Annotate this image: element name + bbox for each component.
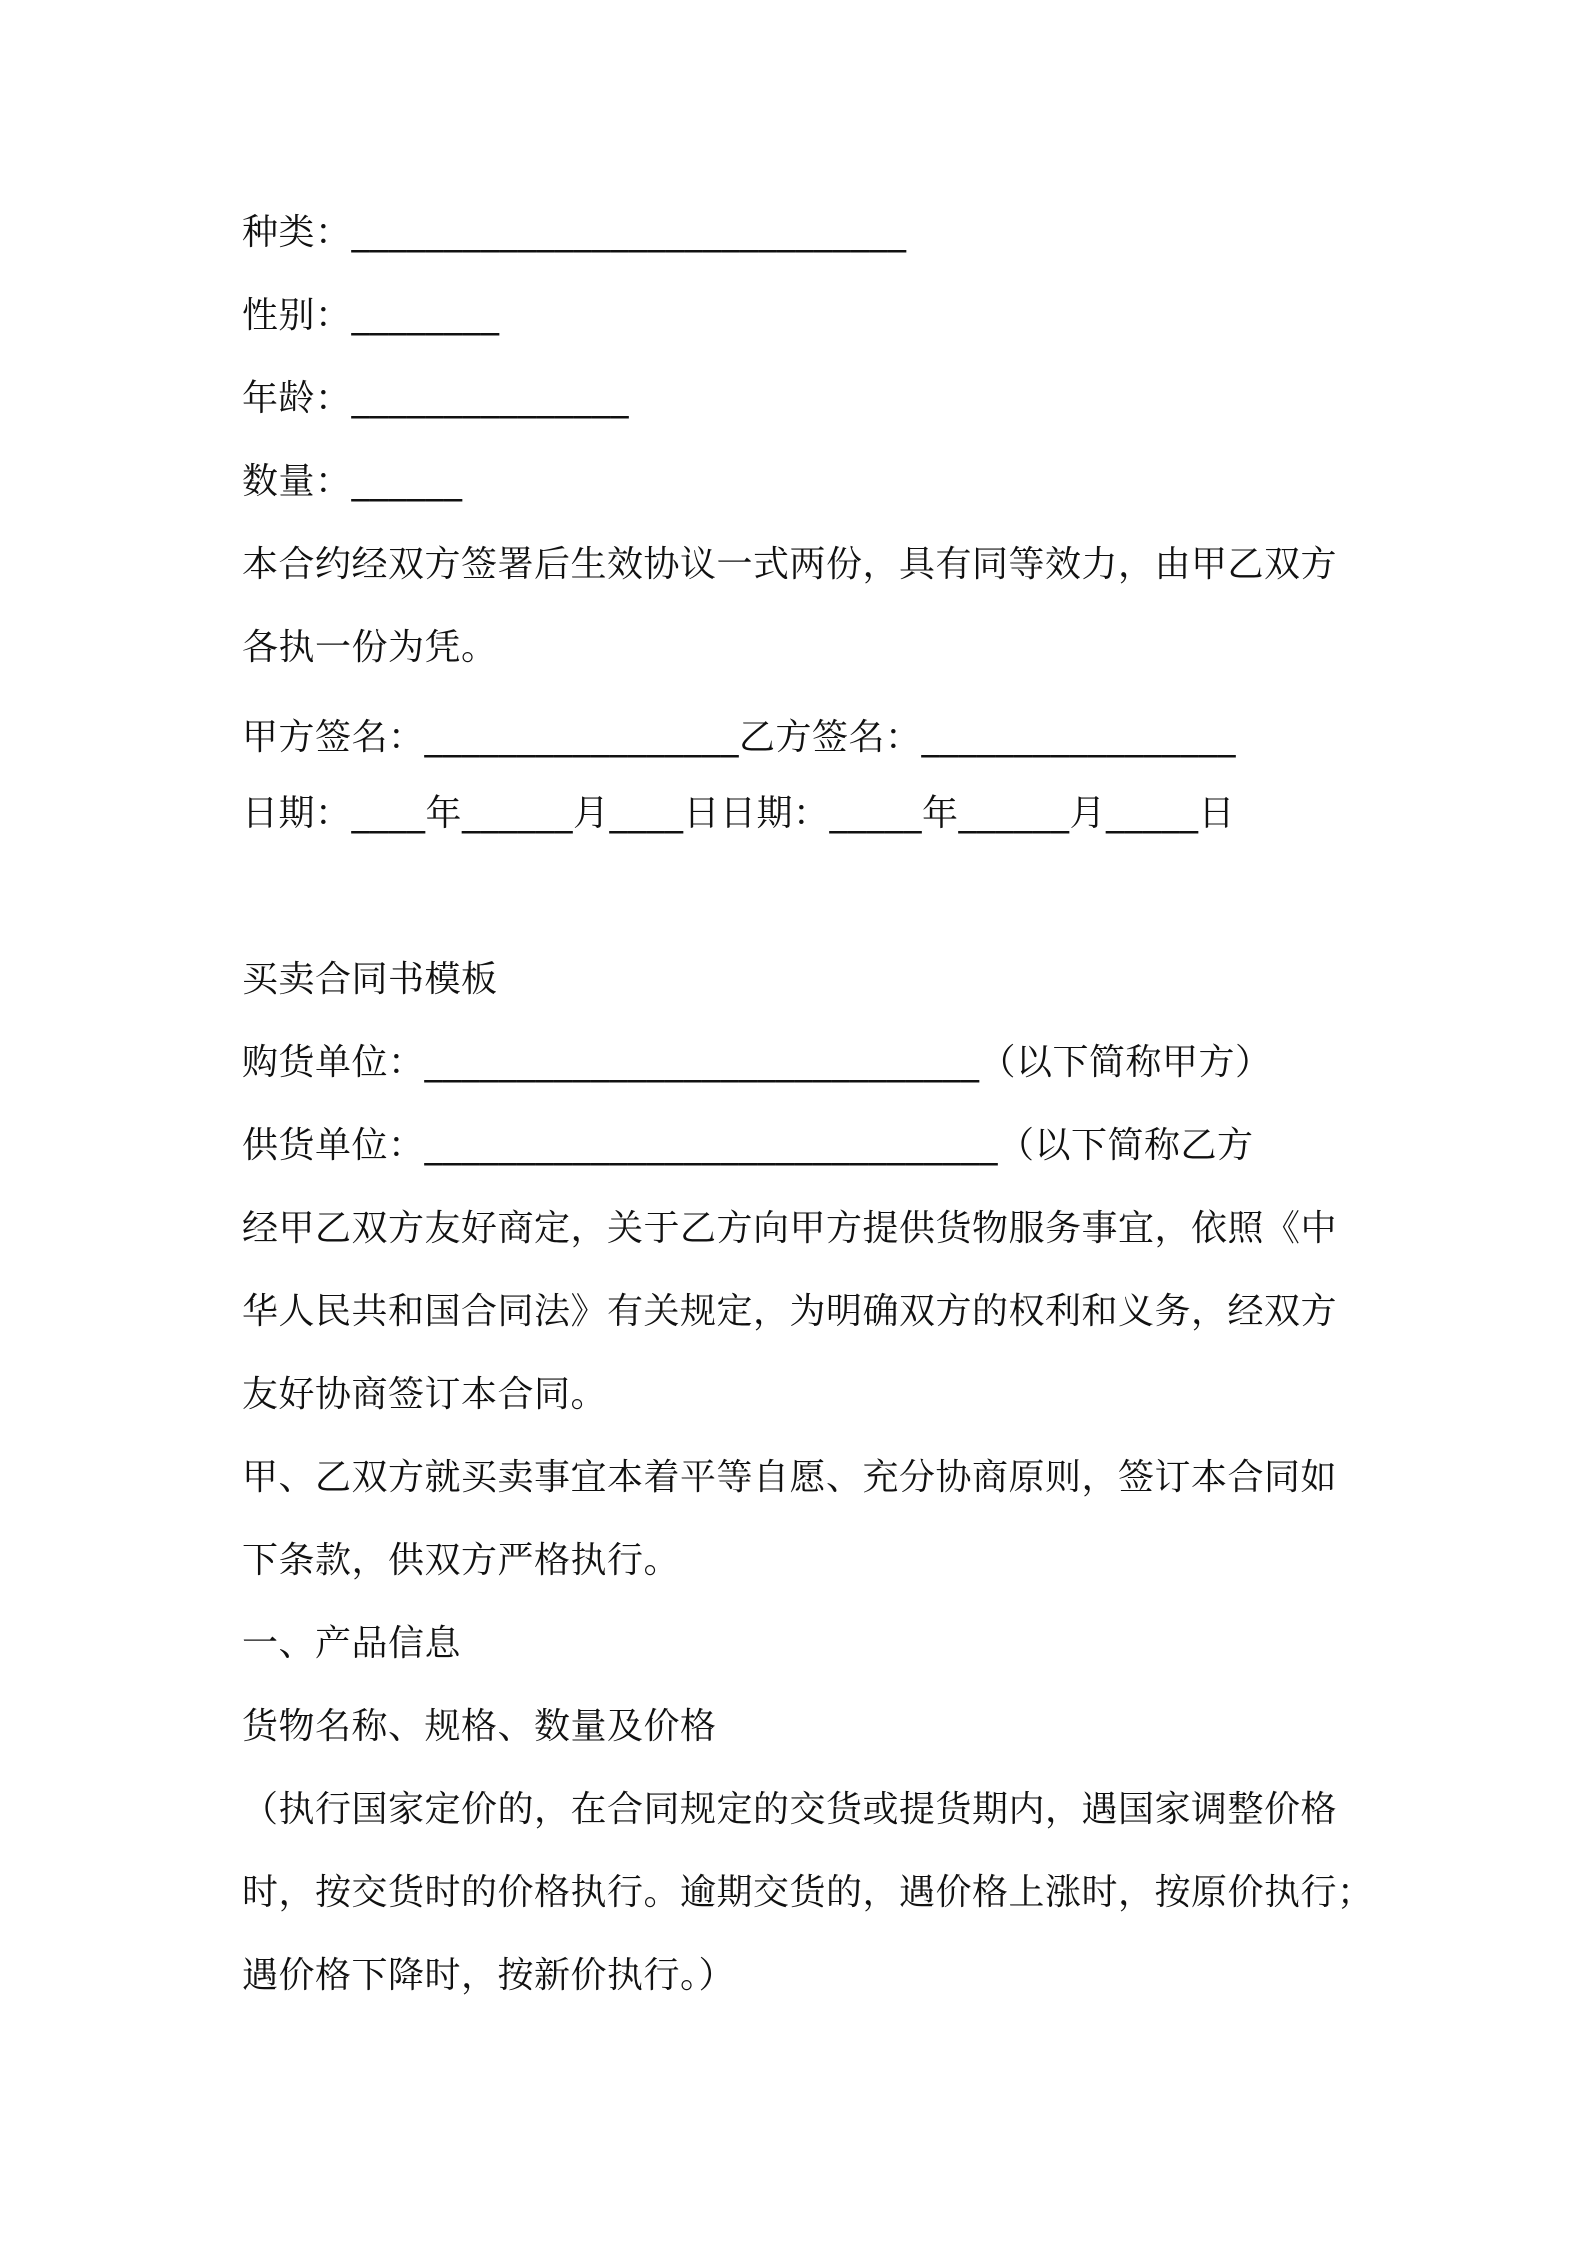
validity-clause-line-2: 各执一份为凭。 bbox=[242, 627, 498, 668]
intro-line-2: 华人民共和国合同法》有关规定，为明确双方的权利和义务，经双方 bbox=[242, 1291, 1338, 1332]
signature-line: 甲方签名：_________________乙方签名：_________________ bbox=[242, 717, 1237, 758]
intro-line-3: 友好协商签订本合同。 bbox=[242, 1374, 608, 1415]
species-field: 种类：______________________________ bbox=[242, 212, 907, 253]
pricing-note-line-1: （执行国家定价的，在合同规定的交货或提货期内，遇国家调整价格 bbox=[242, 1789, 1338, 1830]
principle-line-2: 下条款，供双方严格执行。 bbox=[242, 1540, 681, 1581]
supplier-field: 供货单位：_______________________________（以下简称乙方 bbox=[242, 1125, 1254, 1166]
signature-date-line: 日期：____年______月____日日期：_____年______月_____日 bbox=[242, 793, 1236, 834]
section-1-subheading: 货物名称、规格、数量及价格 bbox=[242, 1706, 717, 1747]
principle-line-1: 甲、乙双方就买卖事宜本着平等自愿、充分协商原则，签订本合同如 bbox=[242, 1457, 1338, 1498]
section-1-heading: 一、产品信息 bbox=[242, 1623, 462, 1664]
intro-line-1: 经甲乙双方友好商定，关于乙方向甲方提供货物服务事宜，依照《中 bbox=[242, 1208, 1338, 1249]
quantity-field: 数量：______ bbox=[242, 461, 463, 502]
validity-clause-line-1: 本合约经双方签署后生效协议一式两份，具有同等效力，由甲乙双方 bbox=[242, 544, 1338, 585]
pricing-note-line-3: 遇价格下降时，按新价执行。） bbox=[242, 1955, 736, 1996]
contract-title: 买卖合同书模板 bbox=[242, 959, 498, 1000]
age-field: 年龄：_______________ bbox=[242, 378, 630, 419]
pricing-note-line-2: 时，按交货时的价格执行。逾期交货的，遇价格上涨时，按原价执行； bbox=[242, 1872, 1374, 1913]
buyer-field: 购货单位：______________________________（以下简称甲方） bbox=[242, 1042, 1272, 1083]
gender-field: 性别：________ bbox=[242, 295, 500, 336]
